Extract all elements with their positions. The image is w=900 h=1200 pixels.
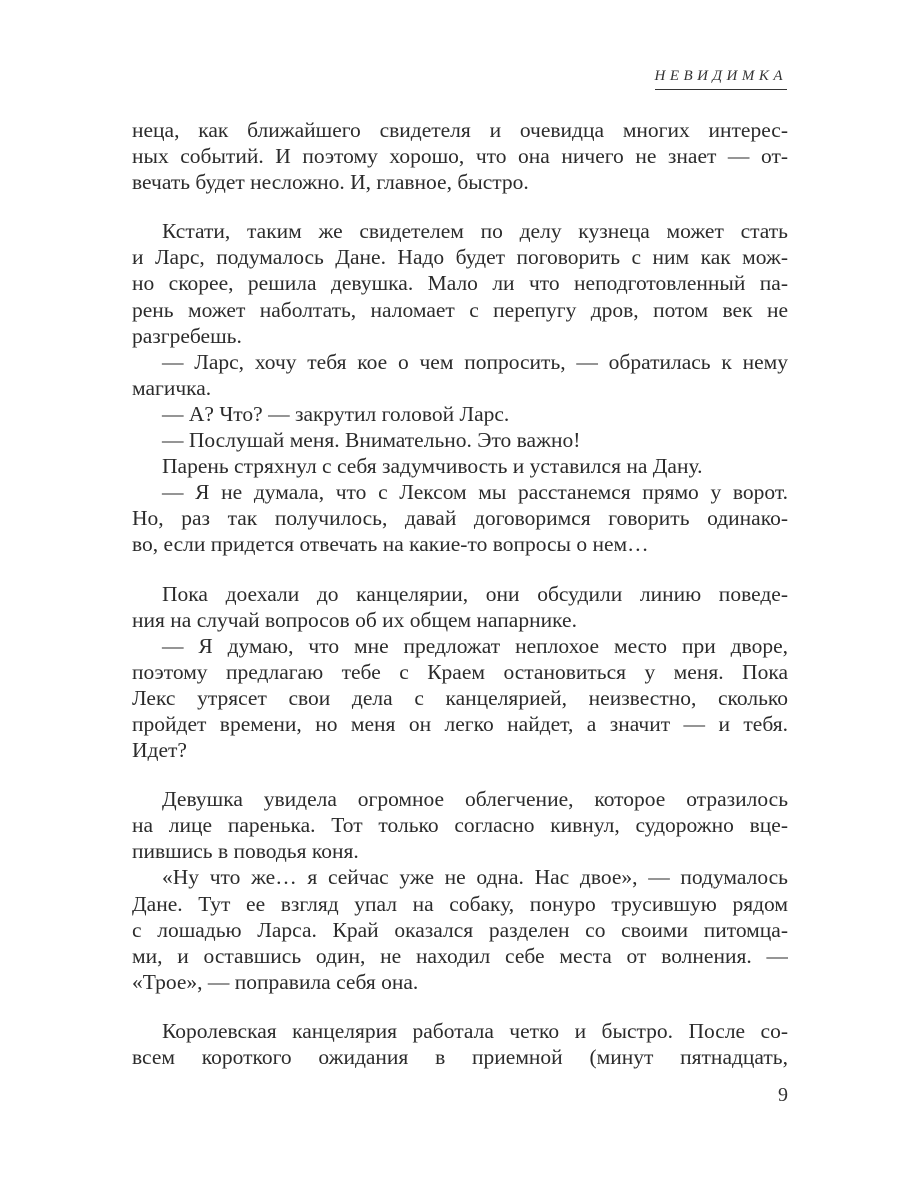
text-line: «Ну что же… я сейчас уже не одна. Нас двое», — подумалось [162, 865, 788, 890]
paragraph [132, 218, 788, 557]
text-line: и Ларс, подумалось Дане. Надо будет поговорить с ним как мож- [132, 245, 788, 270]
text-line: — Я не думала, что с Лексом мы расстанемся прямо у ворот. [162, 480, 788, 505]
paragraph-gap [132, 995, 788, 1018]
paragraph-gap [132, 195, 788, 218]
text-line: Королевская канцелярия работала четко и быстро. После со- [162, 1018, 788, 1043]
paragraph [132, 786, 788, 995]
text-line: — Послушай меня. Внимательно. Это важно! [162, 428, 581, 453]
paragraph-gap [132, 763, 788, 786]
paragraph [132, 581, 788, 764]
text-line: вечать будет несложно. И, главное, быстро. [132, 170, 529, 195]
text-line: — Ларс, хочу тебя кое о чем попросить, — обратилась к нему [162, 349, 788, 374]
text-line: Дане. Тут ее взгляд упал на собаку, понуро трусившую рядом [132, 891, 788, 916]
text-line: ных событий. И поэтому хорошо, что она ничего не знает — от- [132, 144, 788, 169]
paragraph [132, 1018, 788, 1070]
text-line: пройдет времени, но меня он легко найдет, а значит — и тебя. [132, 711, 788, 736]
text-line: Лекс утрясет свои дела с канцелярией, неизвестно, сколько [132, 685, 788, 710]
text-line: но скорее, решила девушка. Мало ли что неподготовленный па- [132, 271, 788, 296]
text-line: неца, как ближайшего свидетеля и очевидца многих интерес- [132, 118, 788, 142]
text-line: всем короткого ожидания в приемной (минут пятнадцать, [132, 1045, 788, 1069]
text-line: Кстати, таким же свидетелем по делу кузнеца может стать [162, 219, 788, 244]
text-line: пившись в поводья коня. [132, 839, 359, 864]
text-line: Парень стряхнул с себя задумчивость и уставился на Дану. [162, 454, 703, 479]
running-head: НЕВИДИМКА [655, 68, 788, 90]
paragraph-gap [132, 558, 788, 581]
text-line: ния на случай вопросов об их общем напарнике. [132, 607, 577, 632]
text-line: поэтому предлагаю тебе с Краем остановиться у меня. Пока [132, 659, 788, 684]
text-line: на лице паренька. Тот только согласно кивнул, судорожно вце- [132, 813, 788, 838]
text-line: — Я думаю, что мне предложат неплохое место при дворе, [162, 633, 788, 658]
body-text [132, 117, 788, 1070]
text-line: Идет? [132, 738, 187, 763]
text-line: с лошадью Ларса. Край оказался разделен со своими питомца- [132, 917, 788, 942]
text-line: Девушка увидела огромное облегчение, которое отразилось [162, 787, 788, 812]
text-line: Пока доехали до канцелярии, они обсудили линию поведе- [162, 581, 788, 606]
text-line: рень может наболтать, наломает с перепугу дров, потом век не [132, 297, 788, 322]
text-line: магичка. [132, 375, 212, 400]
text-line: — А? Что? — закрутил головой Ларс. [162, 401, 510, 426]
text-line: во, если придется отвечать на какие-то вопросы о нем… [132, 532, 649, 557]
text-line: Но, раз так получилось, давай договоримся говорить одинако- [132, 506, 788, 531]
text-line: ми, и оставшись один, не находил себе места от волнения. — [132, 943, 788, 968]
page-number: 9 [778, 1084, 788, 1106]
paragraph [132, 117, 788, 195]
text-line: разгребешь. [132, 323, 242, 348]
text-line: «Трое», — поправила себя она. [132, 969, 419, 994]
